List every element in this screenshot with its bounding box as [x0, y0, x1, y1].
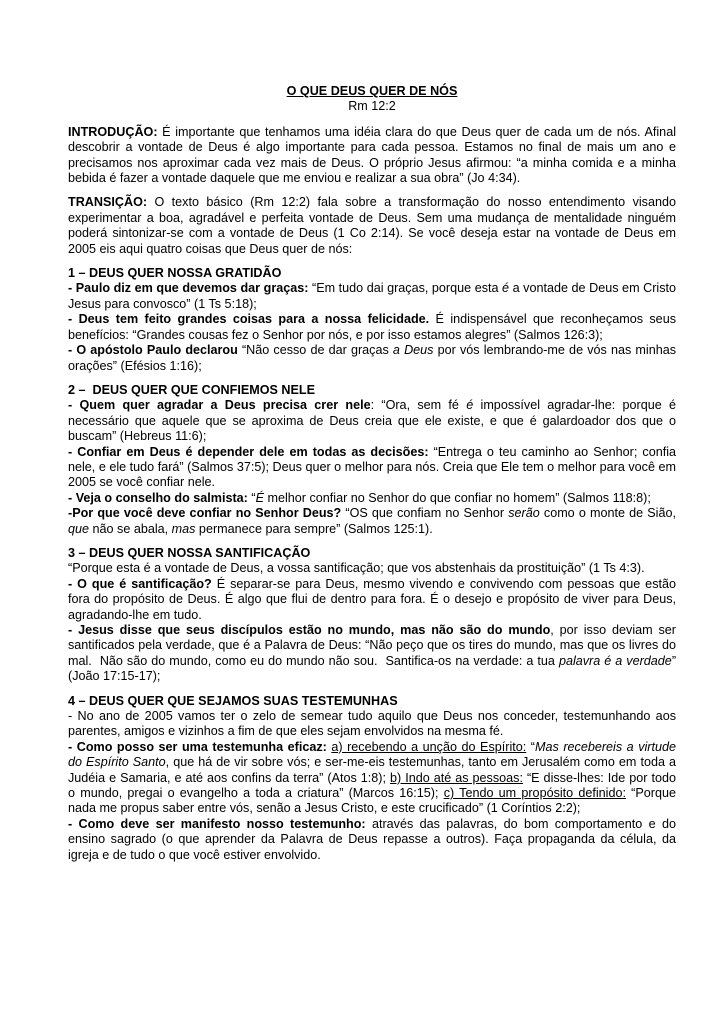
item-text: “Em tudo dai graças, porque esta	[308, 281, 503, 296]
item-lead: - Como posso ser uma testemunha eficaz:	[68, 739, 327, 754]
section-item	[68, 506, 676, 537]
item-text: “Entrega o teu caminho ao Senhor; confia nele, e ele tudo fará” (Salmos 37:5); Deus quer o melhor para nós. Creia que Ele tem o melhor para você em 2005 se você confiar nele.	[68, 444, 676, 490]
item-lead: - O que é santificação?	[68, 576, 212, 591]
item-text: “E disse-lhes: Ide por todo o mundo, pregai o evangelho a toda a criatura” (Marcos 16:15);	[68, 770, 676, 801]
item-text: “	[247, 490, 256, 505]
item-text: impossível agradar-lhe: porque é necessário que aquele que se aproxima de Deus creia que ele existe, e que é galardoador dos que o buscam” (Hebreus 11:6);	[68, 398, 676, 444]
item-lead: - O apóstolo Paulo declarou	[68, 343, 238, 358]
item-text: como o monte de Sião,	[539, 506, 676, 521]
item-lead: - Quem quer agradar a Deus precisa crer nele	[68, 398, 371, 413]
section-item: “Porque esta é a vontade de Deus, a vossa santificação; que vos abstenhais da prostituição” (1 Ts 4:3).	[68, 561, 645, 576]
item-text: a vontade de Deus em Cristo Jesus para convosco” (1 Ts 5:18);	[68, 281, 676, 311]
item-underline: a) recebendo a unção do Espírito:	[331, 739, 527, 754]
item-text: “Não cesso de dar graças	[237, 343, 393, 358]
item-text: “Porque nada me propus saber entre vós, senão a Jesus Cristo, e este crucificado” (1 Coríntios 2:2);	[68, 786, 676, 816]
section-item	[68, 817, 676, 863]
item-italic: é	[502, 281, 510, 296]
item-text: através das palavras, do bom comportamento e do ensino sagrado (o que aprender da Palavra de Deus repasse a outros). Faça propaganda da célula, da igreja e de tudo o que você estiver envolvido.	[68, 816, 676, 862]
item-italic: que	[68, 521, 90, 536]
item-lead: - Jesus disse que seus discípulos estão no mundo, mas não são do mundo	[68, 623, 551, 637]
section-gratitude	[68, 266, 676, 374]
item-lead: - Como deve ser manifesto nosso testemunho:	[68, 816, 366, 831]
document-page	[68, 84, 680, 872]
section-title: 1 – DEUS QUER NOSSA GRATIDÃO	[68, 266, 282, 281]
item-text: É separar-se para Deus, mesmo vivendo e convivendo com pessoas que estão fora do propósito de Deus. É algo que flui de dentro para fora. É o desejo e propósito de viver para Deus, agradando-lhe em tudo.	[68, 576, 676, 622]
item-text: por vós lembrando-me de vós nas minhas orações” (Efésios 1:16);	[68, 343, 677, 373]
section-sanctification	[68, 545, 680, 685]
item-lead: - Paulo diz em que devemos dar graças:	[68, 281, 309, 296]
section-item	[68, 343, 676, 374]
item-text: , que há de vir sobre vós; e ser-me-eis testemunhas, tanto em Jerusalém como em toda a Judéia e Samaria, e até aos confins da terra” (Atos 1:8);	[68, 755, 676, 785]
item-italic: É	[255, 490, 264, 505]
section-witnesses	[68, 694, 676, 863]
item-text: ” (João 17:15-17);	[68, 653, 677, 684]
page-title: O QUE DEUS QUER DE NÓS	[286, 84, 458, 98]
item-text: “OS que confiam no Senhor	[341, 506, 509, 521]
item-lead: - Deus tem feito grandes coisas para a nossa felicidade.	[68, 312, 430, 327]
item-text: , por isso deviam ser santificados pela verdade, que é a Palavra de Deus: “Não peço que os tires do mundo, mas que os livres do mal. Não são do mundo, como eu do mundo não sou. Santifica-os na verdade: a tua	[68, 623, 680, 668]
section-trust	[68, 383, 676, 537]
item-italic: é	[466, 398, 474, 413]
section-title: 3 – DEUS QUER NOSSA SANTIFICAÇÃO	[68, 545, 311, 560]
item-italic: palavra é a verdade	[558, 653, 672, 668]
item-underline: b) Indo até as pessoas:	[390, 770, 523, 785]
transition-text: O texto básico (Rm 12:2) fala sobre a transformação do nosso entendimento visando experimentar a boa, agradável e perfeita vontade de Deus. Sem uma mudança de mentalidade ninguém poderá sintonizar-se com a vontade de Deus (1 Co 2:14). Se você deseja estar na vontade de Deus em 2005 eis aqui quatro coisas que Deus quer de nós:	[68, 195, 676, 256]
item-italic: mas	[171, 521, 196, 536]
item-text: não se abala,	[89, 521, 172, 536]
section-title: 2 – DEUS QUER QUE CONFIEMOS NELE	[68, 382, 316, 397]
item-lead: - Confiar em Deus é depender dele em todas as decisões:	[68, 444, 429, 459]
section-title: 4 – DEUS QUER QUE SEJAMOS SUAS TESTEMUNHAS	[68, 693, 398, 708]
scripture-reference: Rm 12:2	[348, 99, 396, 114]
item-text: “	[526, 739, 535, 754]
section-item	[68, 398, 676, 444]
item-lead: -Por que você deve confiar no Senhor Deus?	[68, 506, 342, 521]
section-item	[68, 623, 680, 685]
transition-label: TRANSIÇÃO:	[68, 195, 148, 210]
introduction-label: INTRODUÇÃO:	[68, 124, 158, 139]
item-underline: c) Tendo um propósito definido:	[443, 786, 626, 801]
item-italic: Mas recebereis a virtude do Espírito Santo	[68, 739, 676, 770]
item-italic: a Deus	[392, 343, 434, 358]
introduction-text: É importante que tenhamos uma idéia clara do que Deus quer de cada um de nós. Afinal descobrir a vontade de Deus é algo importante para cada pessoa. Estamos no final de mais um ano e precisamos nos aproximar cada vez mais de Deus. O próprio Jesus afirmou: “a minha comida e a minha bebida é fazer a vontade daquele que me enviou e realizar a sua obra” (Jo 4:34).	[68, 124, 676, 186]
section-item	[68, 281, 676, 312]
section-item	[68, 312, 676, 343]
section-item: - No ano de 2005 vamos ter o zelo de semear tudo aquilo que Deus nos conceder, testemunhando aos parentes, amigos e vizinhos a fim de que eles sejam envolvidos na mesma fé.	[68, 709, 676, 739]
item-text: É indispensável que reconheçamos seus benefícios: “Grandes cousas fez o Senhor por nós, e por isso estamos alegres” (Salmos 126:3);	[68, 312, 676, 342]
item-text: : “Ora, sem fé	[370, 398, 467, 413]
section-item	[68, 577, 676, 623]
transition-paragraph	[68, 195, 676, 257]
introduction-paragraph	[68, 125, 676, 187]
item-italic: serão	[508, 506, 540, 521]
section-item	[68, 445, 676, 491]
item-text: permanece para sempre” (Salmos 125:1).	[195, 521, 433, 536]
item-lead: - Veja o conselho do salmista:	[68, 490, 248, 505]
section-item	[68, 491, 676, 506]
section-item	[68, 740, 676, 817]
item-text: melhor confiar no Senhor do que confiar no homem” (Salmos 118:8);	[263, 490, 651, 505]
